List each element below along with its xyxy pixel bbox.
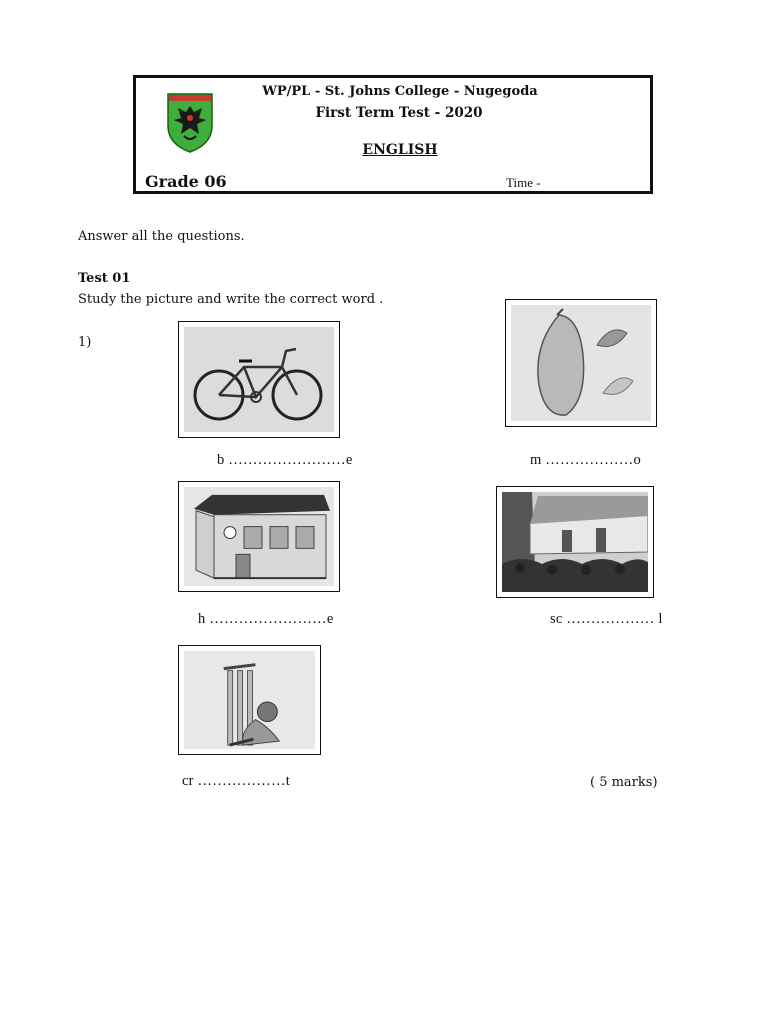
clue-mango: m ………………o — [530, 452, 641, 468]
section-prompt: Study the picture and write the correct word . — [78, 292, 384, 307]
section-title: Test 01 — [78, 271, 131, 286]
mango-picture — [505, 299, 657, 427]
cricket-picture — [178, 645, 321, 755]
clue-house: h ……………………e — [198, 611, 334, 627]
header-box — [133, 75, 653, 194]
bicycle-picture — [178, 321, 340, 438]
time-label: Time - — [506, 175, 541, 190]
subject-title: ENGLISH — [362, 142, 438, 158]
school-picture — [496, 486, 654, 598]
question-number: 1) — [78, 335, 92, 350]
clue-school: sc ……………… l — [550, 611, 663, 627]
instruction-text: Answer all the questions. — [78, 229, 245, 244]
clue-cricket: cr ………………t — [182, 773, 290, 789]
term-title: First Term Test - 2020 — [315, 105, 483, 121]
school-name: WP/PL - St. Johns College - Nugegoda — [262, 84, 538, 99]
clue-bicycle: b ……………………e — [217, 452, 353, 468]
marks-label: ( 5 marks) — [590, 775, 658, 790]
grade-label: Grade 06 — [145, 172, 227, 191]
house-picture — [178, 481, 340, 592]
